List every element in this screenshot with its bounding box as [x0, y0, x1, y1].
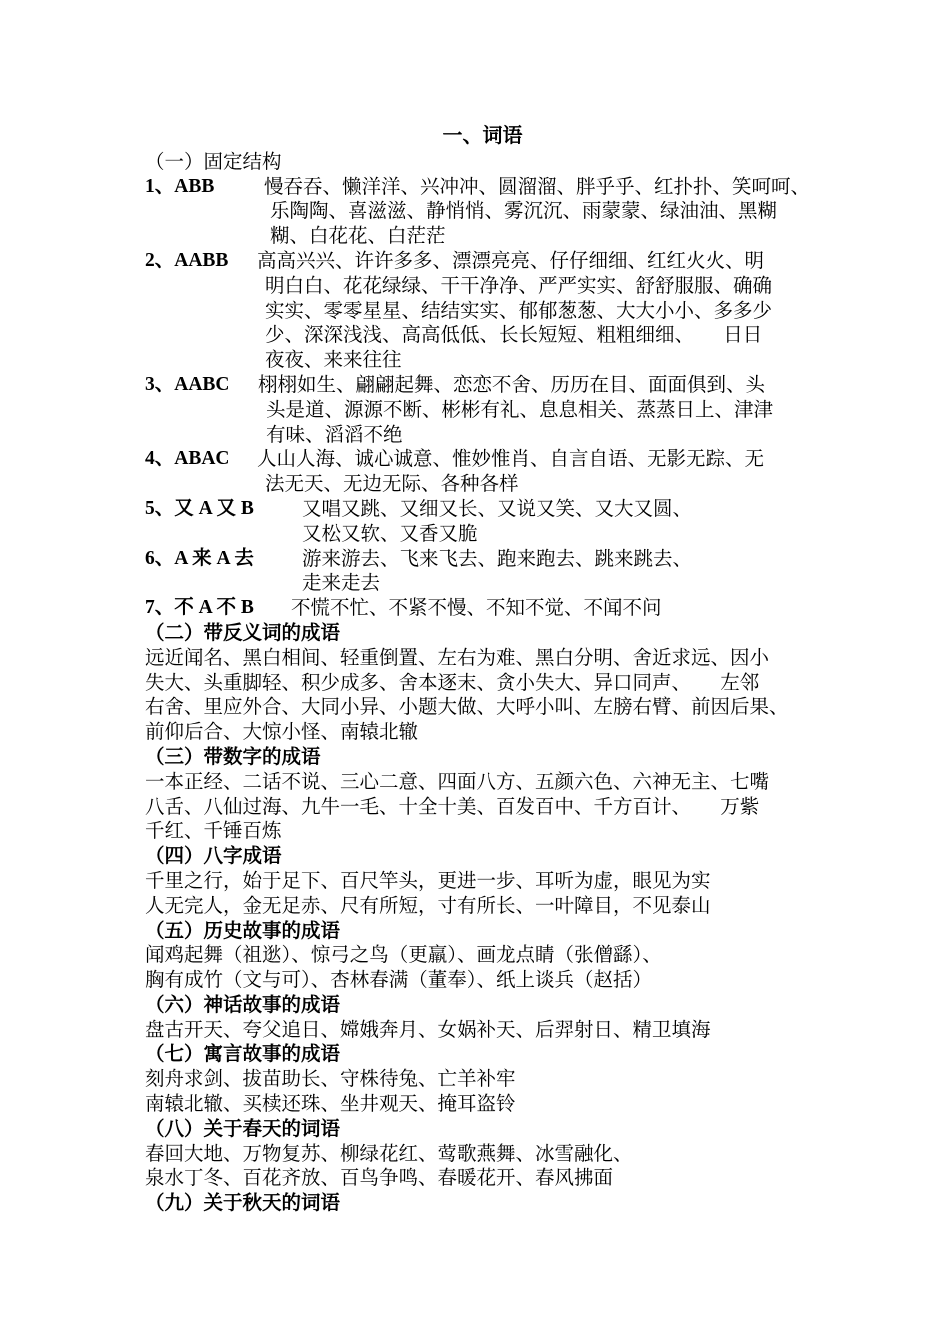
fixed-item-aabc	[145, 373, 820, 447]
section-heading-autumn: （九）关于秋天的词语	[145, 1191, 341, 1215]
text-line: 人无完人，金无足赤、尺有所短，寸有所长、一叶障目，不见泰山	[145, 893, 711, 917]
text-line: 右舍、里应外合、大同小异、小题大做、大呼小叫、左膀右臂、前因后果、	[145, 695, 789, 719]
text-line: 刻舟求剑、拔苗助长、守株待兔、亡羊补牢	[145, 1067, 516, 1091]
text-line: 少、深深浅浅、高高低低、长长短短、粗粗细细、 日日	[265, 323, 763, 347]
section-heading-fables: （七）寓言故事的成语	[145, 1042, 341, 1066]
text-line: 高高兴兴、许许多多、漂漂亮亮、仔仔细细、红红火火、明	[257, 248, 765, 272]
text-line: 泉水丁冬、百花齐放、百鸟争鸣、春暖花开、春风拂面	[145, 1166, 614, 1190]
text-line: 前仰后合、大惊小怪、南辕北辙	[145, 720, 419, 744]
fixed-item-aabb	[145, 249, 820, 373]
fixed-item-abac	[145, 447, 820, 497]
section-body-fables	[145, 1067, 820, 1117]
text-line: 栩栩如生、翩翩起舞、恋恋不舍、历历在目、面面俱到、头	[258, 372, 766, 396]
section-body-history	[145, 943, 820, 993]
text-line: 闻鸡起舞（祖逖）、惊弓之鸟（更羸）、画龙点睛（张僧繇）、	[145, 943, 662, 967]
item-content	[302, 547, 820, 597]
text-line: 夜夜、来来往往	[265, 348, 402, 372]
item-label: 2、AABB	[145, 249, 229, 271]
document-page	[145, 124, 820, 1216]
section-heading-history: （五）历史故事的成语	[145, 918, 341, 942]
item-content	[264, 175, 820, 249]
section-body-numbers	[145, 770, 820, 844]
section-heading-myth: （六）神话故事的成语	[145, 992, 341, 1016]
text-line: 又松又软、又香又脆	[302, 521, 478, 545]
item-label: 4、ABAC	[145, 448, 230, 470]
section-heading-spring: （八）关于春天的词语	[145, 1116, 341, 1140]
fixed-item-abb	[145, 175, 820, 249]
item-content	[257, 249, 820, 373]
item-content	[291, 596, 820, 621]
item-content	[257, 447, 820, 497]
text-line: 乐陶陶、喜滋滋、静悄悄、雾沉沉、雨蒙蒙、绿油油、黑糊	[270, 199, 778, 223]
text-line: 失大、头重脚轻、积少成多、舍本逐末、贪小失大、异口同声、 左邻	[145, 670, 760, 694]
text-line: 又唱又跳、又细又长、又说又笑、又大又圆、	[302, 496, 693, 520]
item-label: 1、ABB	[145, 175, 215, 197]
item-label: 5、又 A 又 B	[145, 497, 254, 519]
text-line: 盘古开天、夸父追日、嫦娥奔月、女娲补天、后羿射日、精卫填海	[145, 1017, 711, 1041]
section-body-spring	[145, 1142, 820, 1192]
text-line: 法无天、无边无际、各种各样	[265, 472, 519, 496]
section-heading-antonyms: （二）带反义词的成语	[145, 620, 341, 644]
page-title: 一、词语	[442, 125, 523, 147]
fixed-item-bu-a-bu-b	[145, 596, 820, 621]
text-line: 糊、白花花、白茫茫	[270, 224, 446, 248]
section-body-myth	[145, 1018, 820, 1043]
text-line: 春回大地、万物复苏、柳绿花红、莺歌燕舞、冰雪融化、	[145, 1141, 633, 1165]
text-line: 千里之行，始于足下、百尺竿头，更进一步、耳听为虚，眼见为实	[145, 868, 711, 892]
item-label: 3、AABC	[145, 373, 230, 395]
section-body-eight-char	[145, 869, 820, 919]
text-line: 慢吞吞、懒洋洋、兴冲冲、圆溜溜、胖乎乎、红扑扑、笑呵呵、	[264, 174, 811, 198]
text-line: 南辕北辙、买椟还珠、坐井观天、掩耳盗铃	[145, 1092, 516, 1116]
section-heading-fixed: （一）固定结构	[145, 149, 282, 173]
text-line: 胸有成竹（文与可）、杏林春满（董奉）、纸上谈兵（赵括）	[145, 968, 653, 992]
fixed-item-you-a-you-b	[145, 497, 820, 547]
item-content	[258, 372, 820, 447]
text-line: 走来走去	[302, 571, 381, 595]
text-line: 有味、滔滔不绝	[266, 422, 403, 446]
item-label: 7、不 A 不 B	[145, 597, 254, 619]
section-body-antonyms	[145, 646, 820, 745]
section-heading-eight-char: （四）八字成语	[145, 844, 282, 868]
text-line: 游来游去、飞来飞去、跑来跑去、跳来跳去、	[302, 546, 693, 570]
text-line: 人山人海、诚心诚意、惟妙惟肖、自言自语、无影无踪、无	[257, 447, 765, 471]
text-line: 明白白、花花绿绿、干干净净、严严实实、舒舒服服、确确	[265, 273, 773, 297]
text-line: 千红、千锤百炼	[145, 819, 282, 843]
text-line: 实实、零零星星、结结实实、郁郁葱葱、大大小小、多多少	[265, 298, 773, 322]
text-line: 一本正经、二话不说、三心二意、四面八方、五颜六色、六神无主、七嘴	[145, 769, 770, 793]
section-heading-numbers: （三）带数字的成语	[145, 744, 321, 768]
fixed-item-a-lai-a-qu	[145, 547, 820, 597]
text-line: 远近闻名、黑白相间、轻重倒置、左右为难、黑白分明、舍近求远、因小	[145, 645, 770, 669]
text-line: 头是道、源源不断、彬彬有礼、息息相关、蒸蒸日上、津津	[266, 397, 774, 421]
text-line: 八舌、八仙过海、九牛一毛、十全十美、百发百中、千方百计、 万紫	[145, 794, 760, 818]
text-line: 不慌不忙、不紧不慢、不知不觉、不闻不问	[291, 596, 662, 620]
item-content	[302, 497, 820, 547]
item-label: 6、A 来 A 去	[145, 547, 254, 569]
